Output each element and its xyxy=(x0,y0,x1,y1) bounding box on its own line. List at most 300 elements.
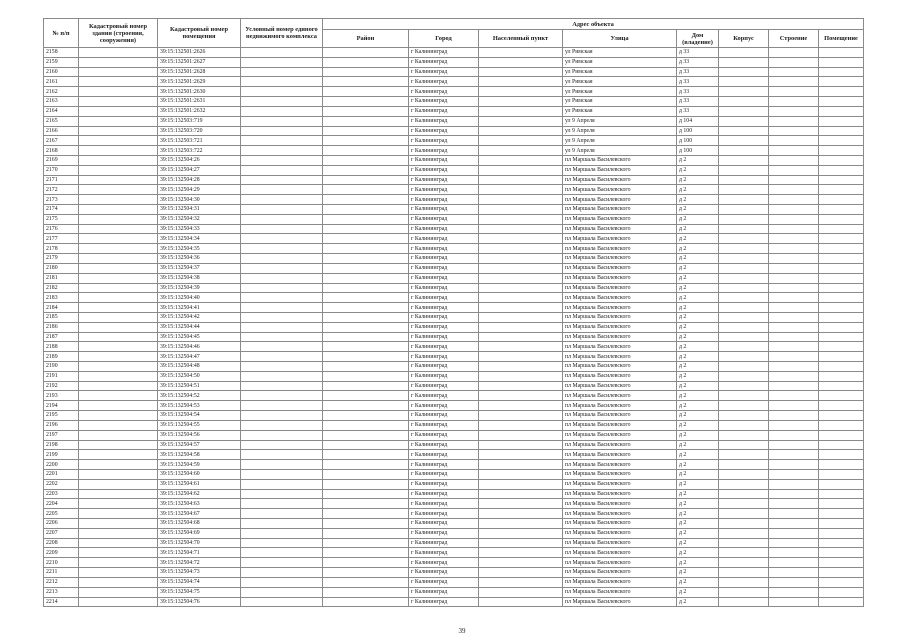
cell-settlement xyxy=(479,568,563,578)
cell-district xyxy=(323,273,409,283)
cell-pomeshchenie xyxy=(819,577,864,587)
cell-building xyxy=(79,538,158,548)
cell-complex xyxy=(241,460,323,470)
cell-complex xyxy=(241,273,323,283)
cell-house: д 2 xyxy=(677,303,719,313)
table-row xyxy=(44,185,864,195)
cell-pomeshchenie xyxy=(819,214,864,224)
cell-street: пл Маршала Василевского xyxy=(563,155,677,165)
cell-complex xyxy=(241,195,323,205)
cell-complex xyxy=(241,401,323,411)
cell-city: г Калининград xyxy=(409,460,479,470)
cell-premise: 39:15:132504:53 xyxy=(158,401,241,411)
cell-korpus xyxy=(719,283,769,293)
header-house: Дом (владение) xyxy=(677,30,719,48)
cell-korpus xyxy=(719,263,769,273)
cell-n: 2197 xyxy=(44,430,79,440)
cell-korpus xyxy=(719,214,769,224)
cell-premise: 39:15:132504:61 xyxy=(158,479,241,489)
cell-complex xyxy=(241,577,323,587)
cell-stroenie xyxy=(769,577,819,587)
cell-complex xyxy=(241,263,323,273)
cell-building xyxy=(79,479,158,489)
cell-n: 2198 xyxy=(44,440,79,450)
cell-house: д 104 xyxy=(677,116,719,126)
table-row xyxy=(44,450,864,460)
cell-pomeshchenie xyxy=(819,165,864,175)
cell-pomeshchenie xyxy=(819,411,864,421)
cell-korpus xyxy=(719,401,769,411)
cell-n: 2176 xyxy=(44,224,79,234)
header-district: Район xyxy=(323,30,409,48)
cell-stroenie xyxy=(769,381,819,391)
cell-building xyxy=(79,293,158,303)
cell-street: пл Маршала Василевского xyxy=(563,303,677,313)
cell-n: 2171 xyxy=(44,175,79,185)
cell-complex xyxy=(241,116,323,126)
cell-city: г Калининград xyxy=(409,48,479,58)
cell-street: ул Римская xyxy=(563,77,677,87)
cell-complex xyxy=(241,57,323,67)
cell-complex xyxy=(241,77,323,87)
cell-settlement xyxy=(479,97,563,107)
table-row xyxy=(44,254,864,264)
cell-city: г Калининград xyxy=(409,97,479,107)
cell-premise: 39:15:132504:46 xyxy=(158,342,241,352)
cell-district xyxy=(323,165,409,175)
table-row xyxy=(44,489,864,499)
cell-pomeshchenie xyxy=(819,146,864,156)
cell-korpus xyxy=(719,528,769,538)
cell-district xyxy=(323,244,409,254)
cell-street: пл Маршала Василевского xyxy=(563,322,677,332)
cell-korpus xyxy=(719,205,769,215)
cell-district xyxy=(323,460,409,470)
cell-district xyxy=(323,224,409,234)
table-row xyxy=(44,303,864,313)
cell-complex xyxy=(241,312,323,322)
cell-pomeshchenie xyxy=(819,97,864,107)
cell-stroenie xyxy=(769,332,819,342)
cell-premise: 39:15:132504:67 xyxy=(158,509,241,519)
table-row xyxy=(44,430,864,440)
cell-house: д 2 xyxy=(677,332,719,342)
cell-house: д 2 xyxy=(677,460,719,470)
cell-stroenie xyxy=(769,538,819,548)
cell-korpus xyxy=(719,165,769,175)
cell-city: г Калининград xyxy=(409,519,479,529)
cell-pomeshchenie xyxy=(819,67,864,77)
cell-street: пл Маршала Василевского xyxy=(563,469,677,479)
cell-house: д 2 xyxy=(677,352,719,362)
cell-korpus xyxy=(719,450,769,460)
cell-city: г Калининград xyxy=(409,577,479,587)
cell-city: г Калининград xyxy=(409,352,479,362)
cell-premise: 39:15:132504:71 xyxy=(158,548,241,558)
cell-settlement xyxy=(479,234,563,244)
cell-city: г Калининград xyxy=(409,244,479,254)
cell-korpus xyxy=(719,538,769,548)
cell-district xyxy=(323,548,409,558)
cell-settlement xyxy=(479,411,563,421)
cell-pomeshchenie xyxy=(819,322,864,332)
cell-street: пл Маршала Василевского xyxy=(563,263,677,273)
cell-n: 2199 xyxy=(44,450,79,460)
cell-n: 2204 xyxy=(44,499,79,509)
cell-house: д 33 xyxy=(677,67,719,77)
cell-district xyxy=(323,538,409,548)
cell-korpus xyxy=(719,136,769,146)
cell-premise: 39:15:132504:37 xyxy=(158,263,241,273)
cell-building xyxy=(79,116,158,126)
cell-city: г Калининград xyxy=(409,381,479,391)
cell-premise: 39:15:132504:72 xyxy=(158,558,241,568)
cell-pomeshchenie xyxy=(819,273,864,283)
cell-settlement xyxy=(479,263,563,273)
table-row xyxy=(44,48,864,58)
cell-korpus xyxy=(719,381,769,391)
cell-pomeshchenie xyxy=(819,430,864,440)
header-pomeshchenie: Помещение xyxy=(819,30,864,48)
cell-stroenie xyxy=(769,205,819,215)
cell-city: г Калининград xyxy=(409,185,479,195)
cell-street: пл Маршала Василевского xyxy=(563,479,677,489)
cell-settlement xyxy=(479,244,563,254)
cell-settlement xyxy=(479,371,563,381)
cell-stroenie xyxy=(769,87,819,97)
cell-korpus xyxy=(719,342,769,352)
table-row xyxy=(44,479,864,489)
cell-city: г Калининград xyxy=(409,146,479,156)
table-row xyxy=(44,401,864,411)
cell-street: пл Маршала Василевского xyxy=(563,254,677,264)
cell-n: 2161 xyxy=(44,77,79,87)
table-row xyxy=(44,411,864,421)
cell-pomeshchenie xyxy=(819,597,864,607)
cell-complex xyxy=(241,87,323,97)
cell-n: 2175 xyxy=(44,214,79,224)
cell-building xyxy=(79,568,158,578)
cell-pomeshchenie xyxy=(819,332,864,342)
cell-n: 2178 xyxy=(44,244,79,254)
table-row xyxy=(44,116,864,126)
cell-stroenie xyxy=(769,57,819,67)
cell-stroenie xyxy=(769,303,819,313)
cell-korpus xyxy=(719,479,769,489)
cell-korpus xyxy=(719,57,769,67)
cell-district xyxy=(323,509,409,519)
cell-street: пл Маршала Василевского xyxy=(563,401,677,411)
cell-building xyxy=(79,126,158,136)
cell-settlement xyxy=(479,332,563,342)
cell-house: д 2 xyxy=(677,381,719,391)
table-row xyxy=(44,469,864,479)
cell-house: д 2 xyxy=(677,420,719,430)
cell-stroenie xyxy=(769,136,819,146)
table-row xyxy=(44,391,864,401)
cell-district xyxy=(323,450,409,460)
cell-pomeshchenie xyxy=(819,469,864,479)
cell-settlement xyxy=(479,469,563,479)
cell-complex xyxy=(241,597,323,607)
cell-building xyxy=(79,146,158,156)
cell-building xyxy=(79,106,158,116)
cell-settlement xyxy=(479,440,563,450)
cell-house: д 2 xyxy=(677,479,719,489)
cell-premise: 39:15:132504:62 xyxy=(158,489,241,499)
cell-building xyxy=(79,67,158,77)
cell-house: д 2 xyxy=(677,195,719,205)
cell-stroenie xyxy=(769,48,819,58)
cell-korpus xyxy=(719,352,769,362)
cell-city: г Калининград xyxy=(409,136,479,146)
cell-pomeshchenie xyxy=(819,234,864,244)
cell-house: д 2 xyxy=(677,175,719,185)
cell-settlement xyxy=(479,548,563,558)
cell-n: 2188 xyxy=(44,342,79,352)
cell-settlement xyxy=(479,597,563,607)
cell-korpus xyxy=(719,362,769,372)
cell-n: 2203 xyxy=(44,489,79,499)
cell-pomeshchenie xyxy=(819,293,864,303)
cell-complex xyxy=(241,587,323,597)
cell-city: г Калининград xyxy=(409,303,479,313)
cell-premise: 39:15:132504:55 xyxy=(158,420,241,430)
cell-district xyxy=(323,411,409,421)
cell-premise: 39:15:132504:52 xyxy=(158,391,241,401)
cell-district xyxy=(323,312,409,322)
cell-korpus xyxy=(719,587,769,597)
cell-complex xyxy=(241,362,323,372)
cell-district xyxy=(323,371,409,381)
cell-pomeshchenie xyxy=(819,342,864,352)
cell-settlement xyxy=(479,509,563,519)
cell-n: 2179 xyxy=(44,254,79,264)
cell-building xyxy=(79,136,158,146)
cell-stroenie xyxy=(769,440,819,450)
cell-house: д 2 xyxy=(677,411,719,421)
cell-korpus xyxy=(719,185,769,195)
cell-stroenie xyxy=(769,146,819,156)
cell-n: 2213 xyxy=(44,587,79,597)
cell-city: г Калининград xyxy=(409,371,479,381)
cell-house: д 33 xyxy=(677,48,719,58)
cell-premise: 39:15:132503:719 xyxy=(158,116,241,126)
cell-complex xyxy=(241,214,323,224)
cell-street: пл Маршала Василевского xyxy=(563,440,677,450)
cell-n: 2190 xyxy=(44,362,79,372)
cell-building xyxy=(79,450,158,460)
cell-korpus xyxy=(719,303,769,313)
cell-premise: 39:15:132501:2632 xyxy=(158,106,241,116)
table-row xyxy=(44,283,864,293)
cell-complex xyxy=(241,244,323,254)
cell-pomeshchenie xyxy=(819,48,864,58)
cell-street: ул Римская xyxy=(563,57,677,67)
cell-house: д 2 xyxy=(677,391,719,401)
cell-pomeshchenie xyxy=(819,254,864,264)
table-row xyxy=(44,597,864,607)
cell-korpus xyxy=(719,224,769,234)
cell-n: 2212 xyxy=(44,577,79,587)
cell-settlement xyxy=(479,312,563,322)
cell-n: 2170 xyxy=(44,165,79,175)
cell-building xyxy=(79,77,158,87)
cell-pomeshchenie xyxy=(819,185,864,195)
cell-house: д 2 xyxy=(677,577,719,587)
cell-house: д 2 xyxy=(677,362,719,372)
cell-korpus xyxy=(719,460,769,470)
cell-building xyxy=(79,57,158,67)
cell-n: 2164 xyxy=(44,106,79,116)
cell-house: д 33 xyxy=(677,77,719,87)
cell-settlement xyxy=(479,420,563,430)
table-row xyxy=(44,77,864,87)
cell-building xyxy=(79,48,158,58)
cell-stroenie xyxy=(769,352,819,362)
cell-n: 2194 xyxy=(44,401,79,411)
cell-district xyxy=(323,489,409,499)
cell-city: г Калининград xyxy=(409,126,479,136)
cell-district xyxy=(323,519,409,529)
cell-stroenie xyxy=(769,224,819,234)
cell-house: д 2 xyxy=(677,273,719,283)
cell-complex xyxy=(241,548,323,558)
cell-premise: 39:15:132504:31 xyxy=(158,205,241,215)
cell-pomeshchenie xyxy=(819,106,864,116)
table-row xyxy=(44,136,864,146)
cell-n: 2185 xyxy=(44,312,79,322)
cell-pomeshchenie xyxy=(819,371,864,381)
table-row xyxy=(44,175,864,185)
header-premise-cadastral: Кадастровый номер помещения xyxy=(158,19,241,48)
cell-korpus xyxy=(719,77,769,87)
cell-street: пл Маршала Василевского xyxy=(563,577,677,587)
cell-n: 2174 xyxy=(44,205,79,215)
cell-house: д 33 xyxy=(677,106,719,116)
cell-premise: 39:15:132504:30 xyxy=(158,195,241,205)
cell-building xyxy=(79,165,158,175)
cell-district xyxy=(323,391,409,401)
cell-stroenie xyxy=(769,126,819,136)
cell-house: д 2 xyxy=(677,548,719,558)
cell-pomeshchenie xyxy=(819,420,864,430)
cell-korpus xyxy=(719,67,769,77)
cell-stroenie xyxy=(769,597,819,607)
cell-building xyxy=(79,97,158,107)
cell-settlement xyxy=(479,185,563,195)
cell-pomeshchenie xyxy=(819,205,864,215)
cell-district xyxy=(323,342,409,352)
header-row-top xyxy=(44,19,864,30)
cell-premise: 39:15:132501:2629 xyxy=(158,77,241,87)
table-row xyxy=(44,67,864,77)
cell-complex xyxy=(241,538,323,548)
cell-city: г Калининград xyxy=(409,116,479,126)
table-row xyxy=(44,332,864,342)
table-row xyxy=(44,519,864,529)
cell-street: пл Маршала Василевского xyxy=(563,460,677,470)
cell-district xyxy=(323,146,409,156)
cell-building xyxy=(79,371,158,381)
cell-city: г Калининград xyxy=(409,430,479,440)
page-number: 39 xyxy=(458,627,466,635)
header-street: Улица xyxy=(563,30,677,48)
cell-complex xyxy=(241,126,323,136)
cell-korpus xyxy=(719,97,769,107)
cell-pomeshchenie xyxy=(819,509,864,519)
cell-complex xyxy=(241,254,323,264)
cell-korpus xyxy=(719,195,769,205)
cell-settlement xyxy=(479,136,563,146)
cell-settlement xyxy=(479,273,563,283)
cell-settlement xyxy=(479,381,563,391)
cell-building xyxy=(79,430,158,440)
cell-n: 2211 xyxy=(44,568,79,578)
cell-premise: 39:15:132504:54 xyxy=(158,411,241,421)
cell-complex xyxy=(241,509,323,519)
cell-building xyxy=(79,303,158,313)
cell-korpus xyxy=(719,420,769,430)
cell-n: 2189 xyxy=(44,352,79,362)
table-body xyxy=(44,48,864,607)
cell-n: 2183 xyxy=(44,293,79,303)
cell-city: г Калининград xyxy=(409,469,479,479)
cell-n: 2166 xyxy=(44,126,79,136)
cell-street: пл Маршала Василевского xyxy=(563,587,677,597)
header-number: № п/п xyxy=(44,19,79,48)
cell-district xyxy=(323,362,409,372)
cell-stroenie xyxy=(769,499,819,509)
cell-settlement xyxy=(479,195,563,205)
cell-premise: 39:15:132504:63 xyxy=(158,499,241,509)
cell-building xyxy=(79,205,158,215)
cell-street: пл Маршала Василевского xyxy=(563,293,677,303)
cell-district xyxy=(323,293,409,303)
cell-city: г Калининград xyxy=(409,224,479,234)
cell-house: д 100 xyxy=(677,126,719,136)
cell-n: 2165 xyxy=(44,116,79,126)
cell-settlement xyxy=(479,528,563,538)
cell-settlement xyxy=(479,77,563,87)
cell-pomeshchenie xyxy=(819,57,864,67)
cell-house: д 2 xyxy=(677,499,719,509)
cell-premise: 39:15:132503:720 xyxy=(158,126,241,136)
cell-building xyxy=(79,283,158,293)
cell-complex xyxy=(241,499,323,509)
cell-pomeshchenie xyxy=(819,548,864,558)
table-row xyxy=(44,362,864,372)
cell-house: д 2 xyxy=(677,528,719,538)
cell-district xyxy=(323,97,409,107)
cell-city: г Калининград xyxy=(409,568,479,578)
cell-house: д 2 xyxy=(677,165,719,175)
cell-street: пл Маршала Василевского xyxy=(563,450,677,460)
cell-settlement xyxy=(479,293,563,303)
cell-building xyxy=(79,332,158,342)
cell-city: г Калининград xyxy=(409,420,479,430)
cell-street: ул Римская xyxy=(563,87,677,97)
cell-house: д 2 xyxy=(677,155,719,165)
cell-premise: 39:15:132503:722 xyxy=(158,146,241,156)
cell-building xyxy=(79,244,158,254)
cell-complex xyxy=(241,175,323,185)
cell-district xyxy=(323,499,409,509)
cell-n: 2163 xyxy=(44,97,79,107)
table-row xyxy=(44,165,864,175)
cell-building xyxy=(79,263,158,273)
cell-korpus xyxy=(719,322,769,332)
